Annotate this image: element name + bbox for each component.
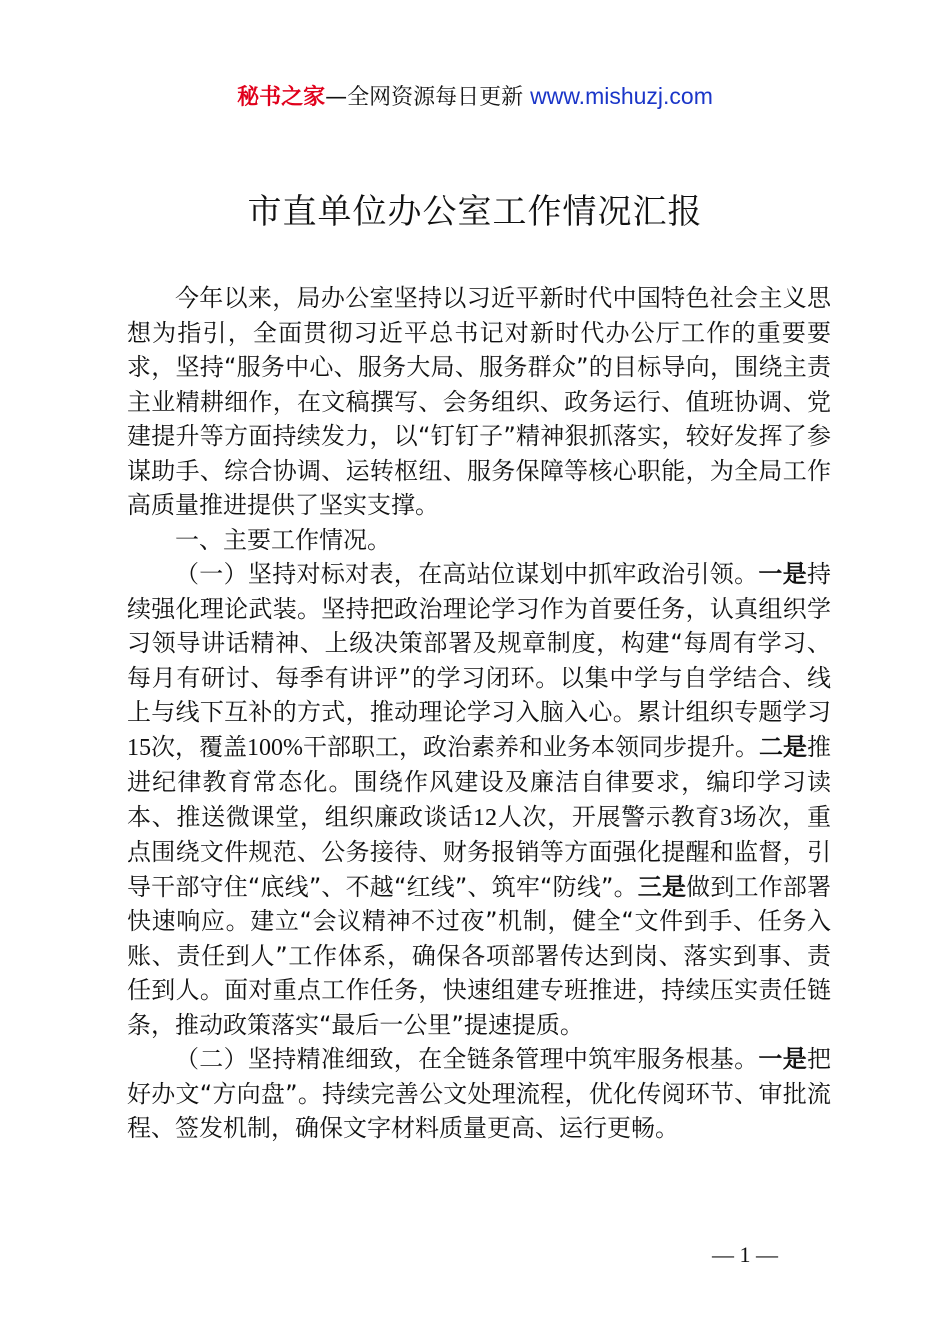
point-marker: 三是 [637,872,687,901]
site-brand: 秘书之家 [237,85,326,110]
paragraph-sub-1 [127,557,831,1042]
point-text: 做到工作部署快速响应。建立“会议精神不过夜”机制，健全“文件到手、任务入账、责任到人”工作体系，确保各项部署传达到岗、落实到事、责任到人。面对重点工作任务，快速组建专班推进，持续压实责任链条，推动政策落实“最后一公里”提速提质。 [127,872,832,1039]
site-tagline: —全网资源每日更新 [325,85,531,110]
sub-heading-1: （一）坚持对标对表，在高站位谋划中抓牢政治引领。 [175,560,759,588]
point-text: 场次，重点围绕文件规范、公务接待、财务报销等方面强化提醒和监督，引导干部守住“底线”、不越“红线”、筑牢“防线”。 [127,802,832,901]
document-body [127,281,831,1146]
site-header [0,80,950,114]
stat-number: 3 [720,804,733,831]
intro-paragraph: 今年以来，局办公室坚持以习近平新时代中国特色社会主义思想为指引，全面贯彻习近平总书记对新时代办公厅工作的重要要求，坚持“服务中心、服务大局、服务群众”的目标导向，围绕主责主业精耕细作，在文稿撰写、会务组织、政务运行、值班协调、党建提升等方面持续发力，以“钉钉子”精神狠抓落实，较好发挥了参谋助手、综合协调、运转枢纽、服务保障等核心职能，为全局工作高质量推进提供了坚实支撑。 [127,284,831,519]
point-text: 把好办文“方向盘”。持续完善公文处理流程，优化传阅环节、审批流程、签发机制，确保文字材料质量更高、运行更畅。 [127,1045,832,1142]
section-heading-1: 一、主要工作情况。 [175,525,391,554]
document-title: 市直单位办公室工作情况汇报 [247,192,703,232]
point-text: 持续强化理论武装。坚持把政治理论学习作为首要任务，认真组织学习领导讲话精神、上级决策部署及规章制度，构建“每周有学习、每月有研讨、每季有讲评”的学习闭环。以集中学与自学结合、线上与线下互补的方式，推动理论学习入脑入心。累计组织专题学习 [127,560,832,726]
paragraph-sub-2 [127,1042,831,1146]
site-url-link[interactable]: www.mishuzj.com [530,83,713,109]
stat-number: 100% [247,734,303,761]
point-marker: 一是 [758,1045,808,1073]
sub-heading-2: （二）坚持精准细致，在全链条管理中筑牢服务根基。 [175,1045,759,1073]
point-marker: 二是 [759,732,807,761]
point-text: 人次，开展警示教育 [497,802,721,831]
stat-number: 12 [473,804,497,831]
point-text: 次，覆盖 [151,732,247,761]
point-text: 干部职工，政治素养和业务本领同步提升。 [303,732,759,761]
page-number: — 1 — [712,1242,778,1267]
point-marker: 一是 [758,560,808,588]
stat-number: 15 [127,734,151,761]
point-text: 推进纪律教育常态化。围绕作风建设及廉洁自律要求，编印学习读本、推送微课堂，组织廉政谈话 [127,732,831,831]
